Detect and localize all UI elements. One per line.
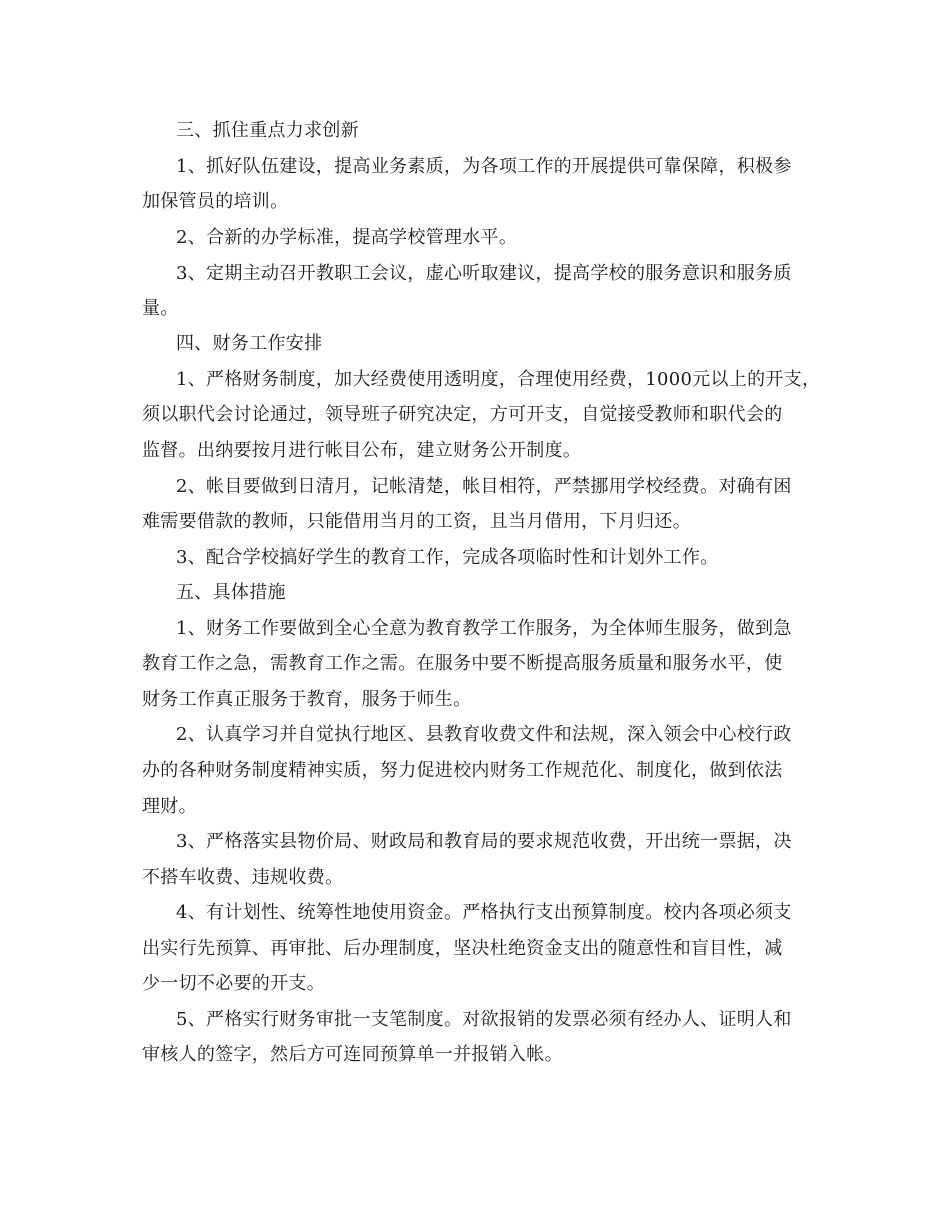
paragraph-line: 办的各种财务制度精神实质，努力促进校内财务工作规范化、制度化，做到依法 bbox=[142, 760, 783, 781]
paragraph-line: 审核人的签字，然后方可连同预算单一并报销入帐。 bbox=[142, 1044, 563, 1065]
paragraph-line: 3、定期主动召开教职工会议，虚心听取建议，提高学校的服务意识和服务质 bbox=[176, 263, 792, 284]
paragraph-line: 须以职代会讨论通过，领导班子研究决定，方可开支，自觉接受教师和职代会的 bbox=[142, 404, 783, 425]
paragraph-line: 2、合新的办学标准，提高学校管理水平。 bbox=[176, 227, 518, 248]
paragraph-line: 5、严格实行财务审批一支笔制度。对欲报销的发票必须有经办人、证明人和 bbox=[176, 1009, 792, 1030]
paragraph-line: 2、认真学习并自觉执行地区、县教育收费文件和法规，深入领会中心校行政 bbox=[176, 724, 792, 745]
paragraph-line: 理财。 bbox=[142, 796, 197, 817]
paragraph-line: 财务工作真正服务于教育，服务于师生。 bbox=[142, 689, 472, 710]
paragraph-line: 3、严格落实县物价局、财政局和教育局的要求规范收费，开出统一票据，决 bbox=[176, 831, 792, 852]
section-heading-4: 四、财务工作安排 bbox=[176, 333, 323, 354]
paragraph-line: 少一切不必要的开支。 bbox=[142, 973, 325, 994]
paragraph-line: 教育工作之急，需教育工作之需。在服务中要不断提高服务质量和服务水平，使 bbox=[142, 653, 783, 674]
paragraph-line: 1、财务工作要做到全心全意为教育教学工作服务，为全体师生服务，做到急 bbox=[176, 618, 792, 639]
paragraph-line: 难需要借款的教师，只能借用当月的工资，且当月借用，下月归还。 bbox=[142, 511, 691, 532]
paragraph-line: 3、配合学校搞好学生的教育工作，完成各项临时性和计划外工作。 bbox=[176, 547, 719, 568]
paragraph-line: 出实行先预算、再审批、后办理制度，坚决杜绝资金支出的随意性和盲目性，减 bbox=[142, 938, 783, 959]
paragraph-line: 量。 bbox=[142, 298, 179, 319]
section-heading-5: 五、具体措施 bbox=[176, 582, 286, 603]
paragraph-line: 4、有计划性、统筹性地使用资金。严格执行支出预算制度。校内各项必须支 bbox=[176, 902, 792, 923]
section-heading-3: 三、抓住重点力求创新 bbox=[176, 120, 359, 141]
paragraph-line: 不搭车收费、违规收费。 bbox=[142, 867, 344, 888]
paragraph-line: 监督。出纳要按月进行帐目公布，建立财务公开制度。 bbox=[142, 440, 582, 461]
paragraph-line: 1、严格财务制度，加大经费使用透明度，合理使用经费，1000元以上的开支， bbox=[176, 369, 821, 390]
paragraph-line: 加保管员的培训。 bbox=[142, 191, 289, 212]
paragraph-line: 2、帐目要做到日清月，记帐清楚，帐目相符，严禁挪用学校经费。对确有困 bbox=[176, 476, 792, 497]
paragraph-line: 1、抓好队伍建设，提高业务素质，为各项工作的开展提供可靠保障，积极参 bbox=[176, 156, 792, 177]
